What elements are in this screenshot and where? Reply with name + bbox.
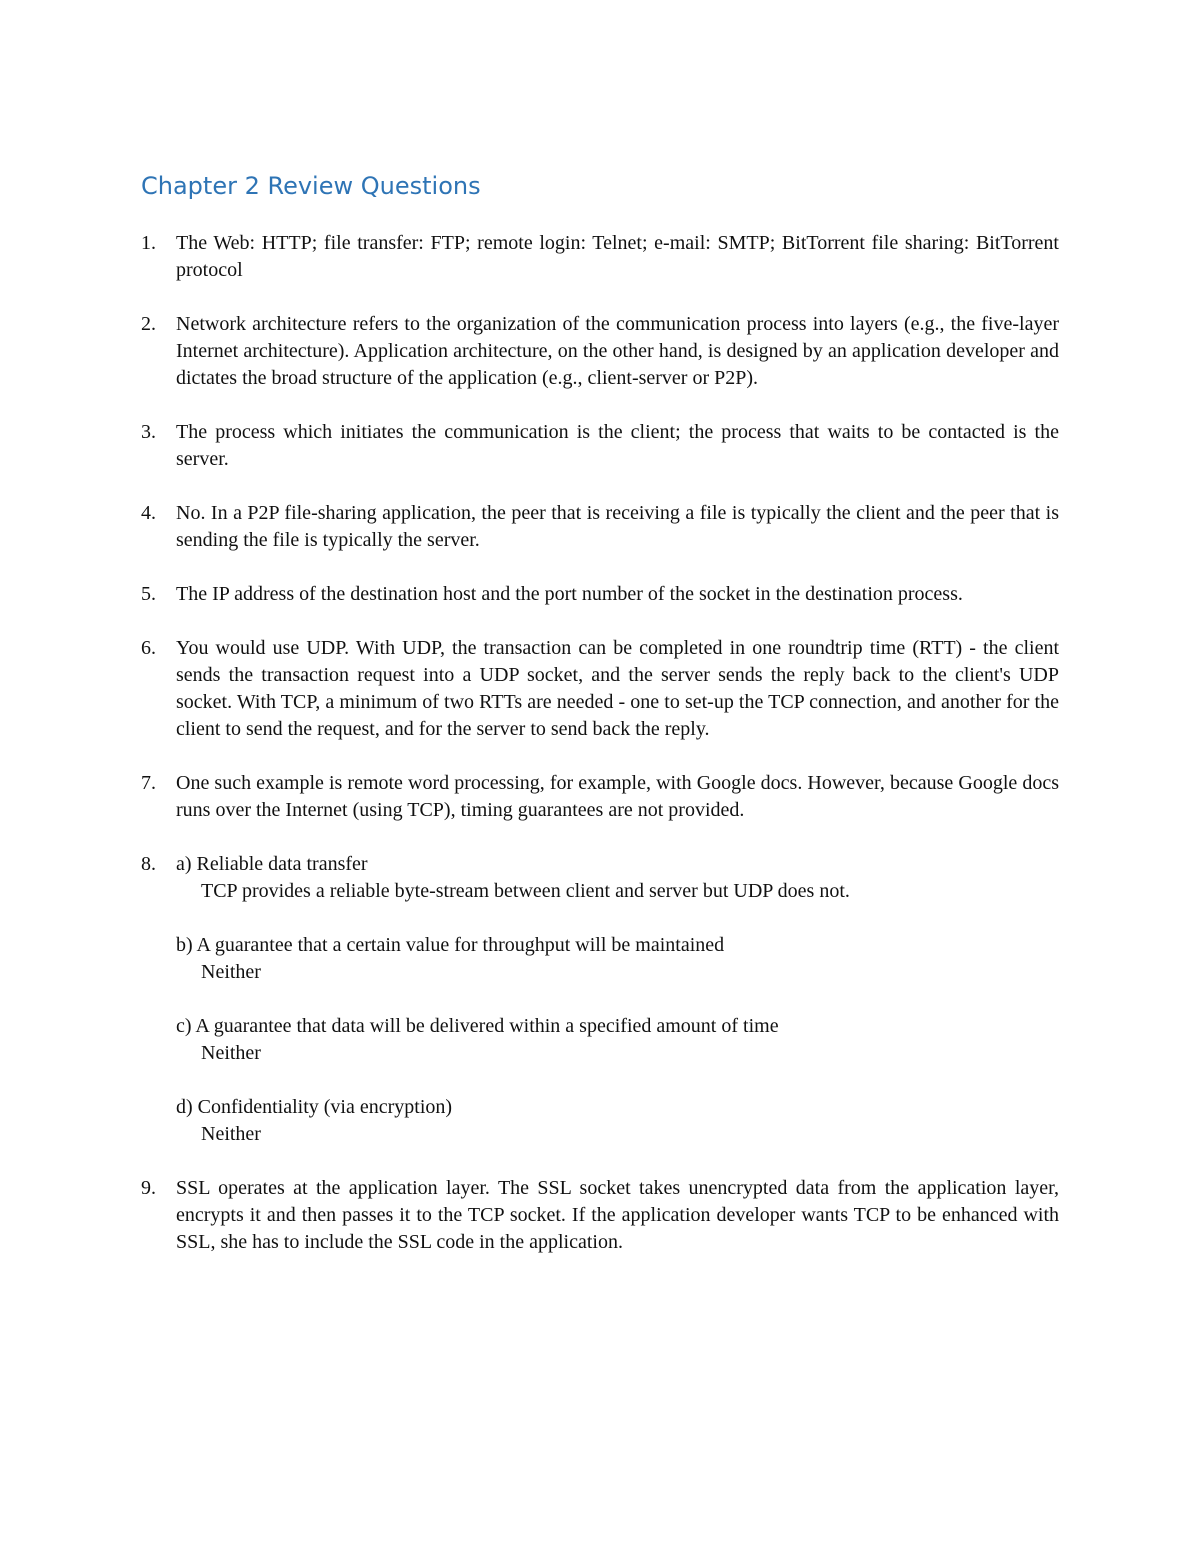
question-answer: The process which initiates the communication is the client; the process that waits to be contacted is the server. — [176, 421, 1059, 470]
question-number: 6. — [141, 637, 156, 659]
question-number: 2. — [141, 313, 156, 335]
question-answer: Network architecture refers to the organization of the communication process into layers (e.g., the five-layer Internet architecture). Application architecture, on the other hand, is designed by an application developer and dictates the broad structure of the application (e.g., client-server or P2P). — [176, 313, 1059, 389]
question-number: 3. — [141, 421, 156, 443]
question-item-8 — [141, 851, 1059, 1148]
subpart-label: c) A guarantee that data will be delivered within a specified amount of time — [176, 1015, 779, 1037]
subpart-a — [176, 851, 1059, 905]
question-answer: The IP address of the destination host and the port number of the socket in the destination process. — [176, 583, 963, 605]
subpart-label: b) A guarantee that a certain value for throughput will be maintained — [176, 934, 725, 956]
question-item-5 — [141, 581, 1059, 608]
review-questions-list — [141, 230, 1059, 1283]
question-number: 7. — [141, 772, 156, 794]
question-number: 9. — [141, 1177, 156, 1199]
question-answer: The Web: HTTP; file transfer: FTP; remote login: Telnet; e-mail: SMTP; BitTorrent file sharing: BitTorrent protocol — [176, 232, 1059, 281]
subpart-answer: TCP provides a reliable byte-stream between client and server but UDP does not. — [201, 880, 850, 902]
subpart-d — [176, 1094, 1059, 1148]
question-number: 8. — [141, 853, 156, 875]
question-answer: SSL operates at the application layer. The SSL socket takes unencrypted data from the application layer, encrypts it and then passes it to the TCP socket. If the application developer wants TCP to be enhanced with SSL, she has to include the SSL code in the application. — [176, 1177, 1059, 1253]
question-item-3 — [141, 419, 1059, 473]
question-answer: No. In a P2P file-sharing application, the peer that is receiving a file is typically the client and the peer that is sending the file is typically the server. — [176, 502, 1059, 551]
subpart-label: d) Confidentiality (via encryption) — [176, 1096, 453, 1118]
subpart-label: a) Reliable data transfer — [176, 853, 368, 875]
question-item-1 — [141, 230, 1059, 284]
question-item-9 — [141, 1175, 1059, 1256]
subpart-answer: Neither — [201, 1123, 261, 1145]
question-answer: You would use UDP. With UDP, the transaction can be completed in one roundtrip time (RTT) - the client sends the transaction request into a UDP socket, and the server sends the reply back to the client's UDP socket. With TCP, a minimum of two RTTs are needed - one to set-up the TCP connection, and another for the client to send the request, and for the server to send back the reply. — [176, 637, 1059, 740]
subpart-c — [176, 1013, 1059, 1067]
page-title: Chapter 2 Review Questions — [141, 172, 481, 200]
subpart-answer: Neither — [201, 1042, 261, 1064]
question-item-4 — [141, 500, 1059, 554]
question-number: 4. — [141, 502, 156, 524]
question-number: 5. — [141, 583, 156, 605]
question-item-7 — [141, 770, 1059, 824]
question-item-2 — [141, 311, 1059, 392]
subpart-b — [176, 932, 1059, 986]
subpart-answer: Neither — [201, 961, 261, 983]
question-item-6 — [141, 635, 1059, 743]
question-answer: One such example is remote word processing, for example, with Google docs. However, because Google docs runs over the Internet (using TCP), timing guarantees are not provided. — [176, 772, 1059, 821]
question-number: 1. — [141, 232, 156, 254]
